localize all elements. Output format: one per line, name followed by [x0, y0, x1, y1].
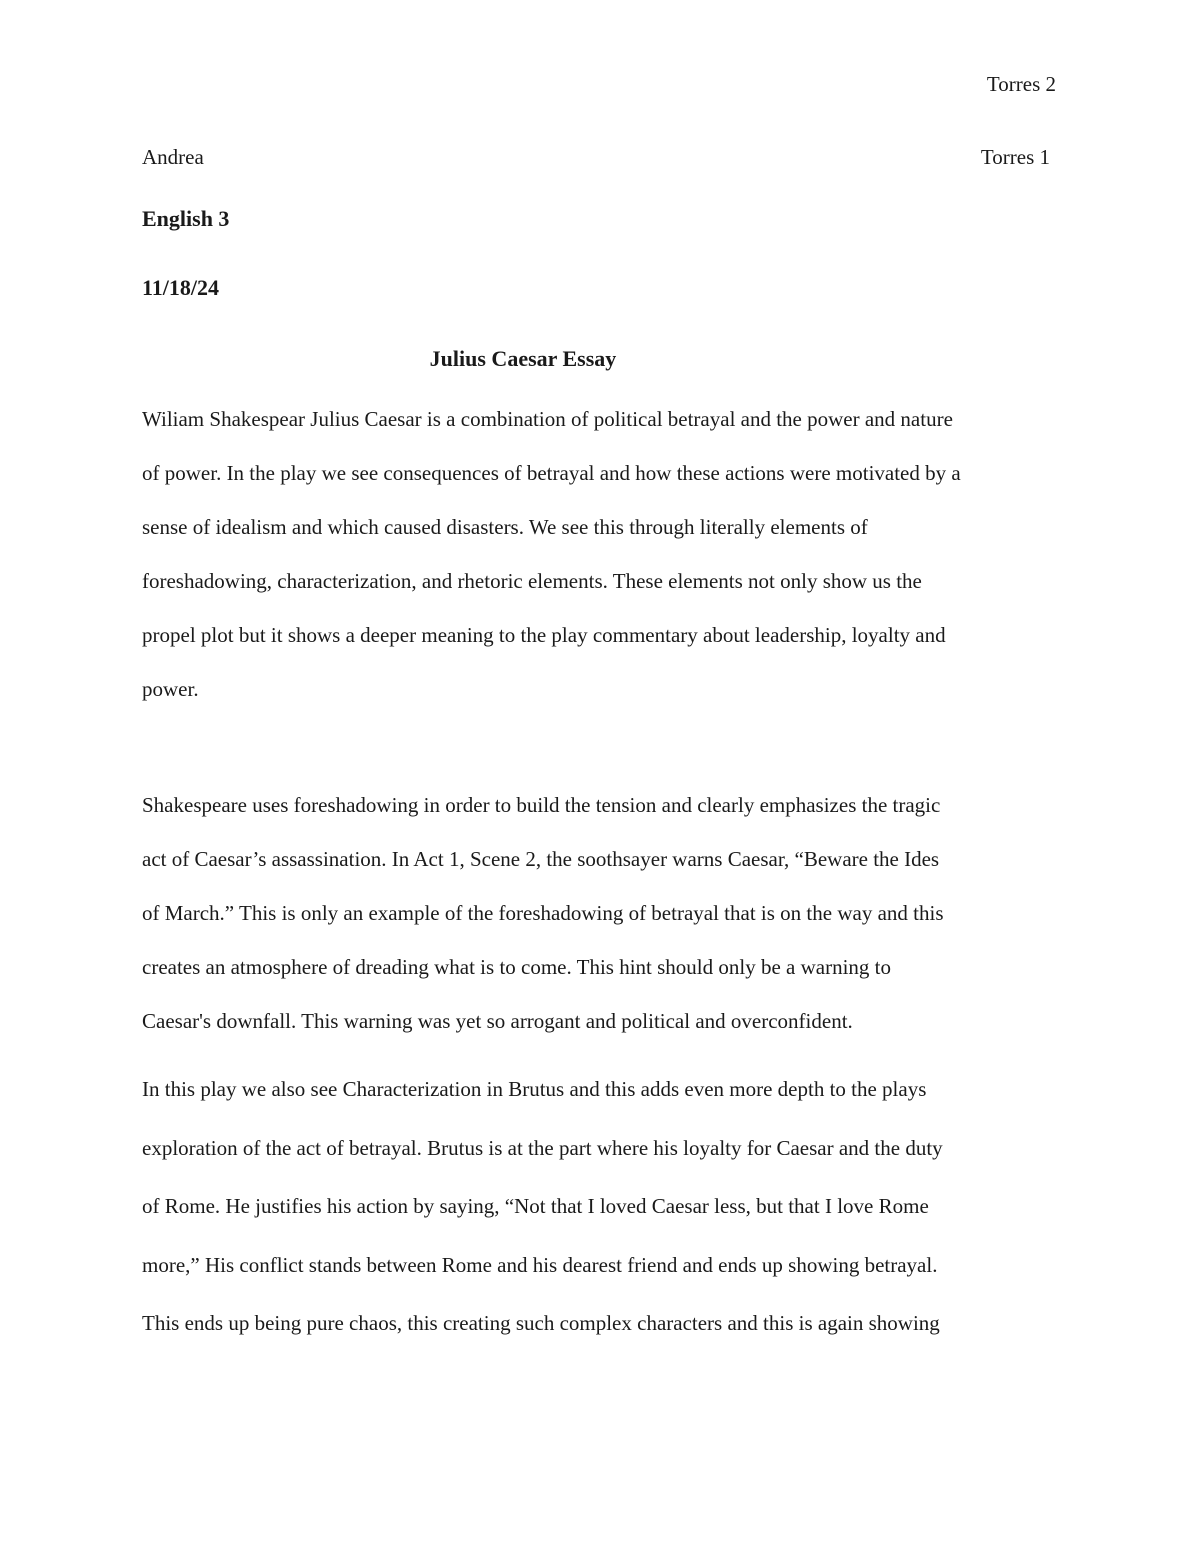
text-line: sense of idealism and which caused disasters. We see this through literally elements of — [142, 515, 868, 539]
text-line: Shakespeare uses foreshadowing in order to build the tension and clearly emphasizes the tragic — [142, 793, 941, 817]
student-first-name: Andrea — [142, 145, 204, 169]
student-last-name-page: Torres 1 — [980, 145, 1050, 169]
course-name: English 3 — [142, 206, 230, 231]
text-line: of March.” This is only an example of the foreshadowing of betrayal that is on the way and this — [142, 901, 944, 925]
text-line: In this play we also see Characterization in Brutus and this adds even more depth to the plays — [142, 1077, 927, 1101]
text-line: propel plot but it shows a deeper meaning to the play commentary about leadership, loyalty and — [142, 623, 946, 647]
text-line: foreshadowing, characterization, and rhetoric elements. These elements not only show us the — [142, 569, 922, 593]
text-line: more,” His conflict stands between Rome and his dearest friend and ends up showing betrayal. — [142, 1252, 938, 1277]
essay-title: Julius Caesar Essay — [429, 346, 617, 371]
text-line: This ends up being pure chaos, this creating such complex characters and this is again showing — [142, 1311, 940, 1335]
text-line: of power. In the play we see consequences of betrayal and how these actions were motivated by a — [142, 461, 961, 485]
text-line: of Rome. He justifies his action by saying, “Not that I loved Caesar less, but that I love Rome — [142, 1194, 929, 1218]
paragraph-intro — [142, 405, 1062, 729]
text-line: act of Caesar’s assassination. In Act 1, Scene 2, the soothsayer warns Caesar, “Beware the Ides — [142, 847, 940, 871]
text-line: power. — [142, 677, 199, 701]
text-line: Wiliam Shakespear Julius Caesar is a combination of political betrayal and the power and nature — [142, 407, 953, 431]
essay-date: 11/18/24 — [142, 275, 220, 300]
text-line: creates an atmosphere of dreading what is to come. This hint should only be a warning to — [142, 955, 892, 979]
text-line: Caesar's downfall. This warning was yet so arrogant and political and overconfident. — [142, 1009, 853, 1033]
text-line: exploration of the act of betrayal. Brutus is at the part where his loyalty for Caesar and the duty — [142, 1135, 943, 1160]
paragraph-foreshadowing — [142, 791, 1062, 1061]
running-header-page-number: Torres 2 — [986, 72, 1056, 96]
paragraph-characterization — [142, 1075, 1062, 1368]
